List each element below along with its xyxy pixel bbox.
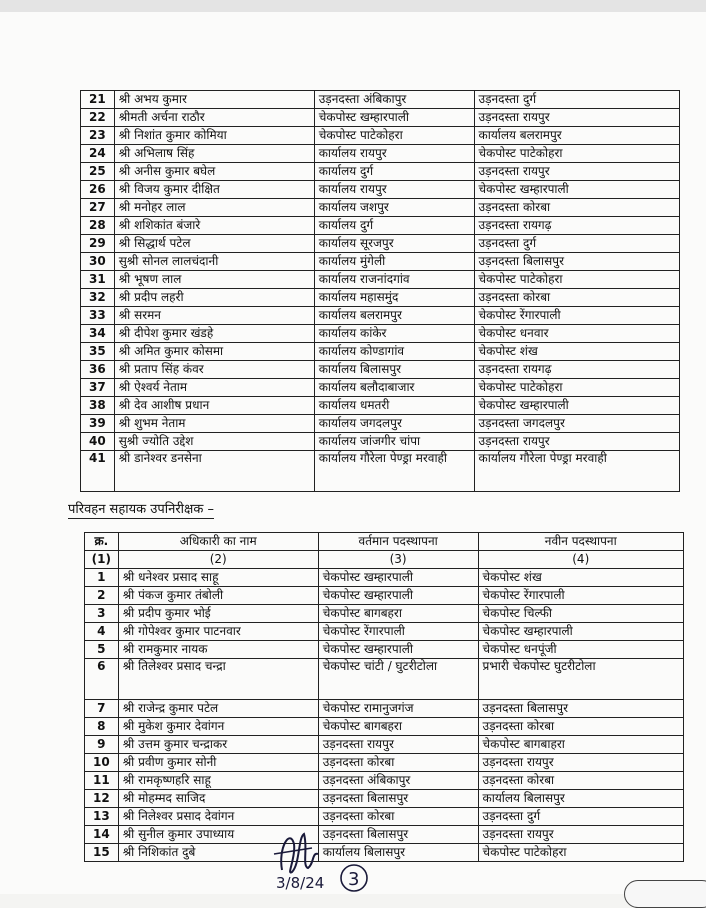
current-posting: कार्यालय महासमुंद [314, 289, 474, 307]
row-number: 12 [85, 790, 119, 808]
table-row [85, 844, 684, 862]
new-posting: चेकपोस्ट पाटेकोहरा [478, 844, 684, 862]
row-number: 15 [85, 844, 119, 862]
officer-name: श्री प्रदीप लहरी [114, 289, 314, 307]
officer-name: श्री तिलेश्वर प्रसाद चन्द्रा [118, 659, 318, 700]
row-number: 2 [85, 587, 119, 605]
officer-name: श्री गोपेश्वर कुमार पाटनवार [118, 623, 318, 641]
current-posting: कार्यालय गौरेला पेण्ड्रा मरवाही [314, 451, 474, 492]
table-row [81, 415, 680, 433]
new-posting: उड़नदस्ता कोरबा [474, 289, 680, 307]
table-row [81, 289, 680, 307]
row-number: 13 [85, 808, 119, 826]
officer-name: श्री अनीस कुमार बघेल [114, 163, 314, 181]
row-number: 8 [85, 718, 119, 736]
row-number: 38 [81, 397, 115, 415]
table-row [85, 587, 684, 605]
new-posting: चेकपोस्ट बागबाहरा [478, 736, 684, 754]
officer-name: श्री रामकृष्णहरि साहू [118, 772, 318, 790]
table-row [85, 605, 684, 623]
current-posting: कार्यालय धमतरी [314, 397, 474, 415]
officer-name: श्री प्रताप सिंह कंवर [114, 361, 314, 379]
current-posting: चेकपोस्ट रामानुजगंज [318, 700, 478, 718]
row-number: 29 [81, 235, 115, 253]
officer-name: श्री धनेश्वर प्रसाद साहू [118, 569, 318, 587]
row-number: 32 [81, 289, 115, 307]
signature-mark [268, 818, 378, 894]
officers-transfer-table-continued [80, 90, 680, 492]
new-posting: उड़नदस्ता रायपुर [474, 433, 680, 451]
current-posting: कार्यालय रायपुर [314, 181, 474, 199]
row-number: 37 [81, 379, 115, 397]
new-posting: प्रभारी चेकपोस्ट घुटरीटोला [478, 659, 684, 700]
officer-name: श्री डानेश्वर डनसेना [114, 451, 314, 492]
signature-date: 3/8/24 [276, 874, 325, 892]
officer-name: श्री उत्तम कुमार चन्द्राकर [118, 736, 318, 754]
row-number: 10 [85, 754, 119, 772]
officer-name: श्री दीपेश कुमार खंडहे [114, 325, 314, 343]
table-row [81, 325, 680, 343]
row-number: 40 [81, 433, 115, 451]
new-posting: उड़नदस्ता रायपुर [478, 826, 684, 844]
new-posting: चेकपोस्ट धनवार [474, 325, 680, 343]
officer-name: श्री मनोहर लाल [114, 199, 314, 217]
table-row [81, 217, 680, 235]
officer-name: श्री ऐश्वर्य नेताम [114, 379, 314, 397]
current-posting: चेकपोस्ट खम्हारपाली [314, 109, 474, 127]
row-number: 33 [81, 307, 115, 325]
officer-name: श्री सुनील कुमार उपाध्याय [118, 826, 318, 844]
current-posting: कार्यालय जशपुर [314, 199, 474, 217]
officer-name: श्री मुकेश कुमार देवांगन [118, 718, 318, 736]
new-posting: उड़नदस्ता कोरबा [478, 718, 684, 736]
current-posting: चेकपोस्ट खम्हारपाली [318, 587, 478, 605]
officer-name: श्री मोहम्मद साजिद [118, 790, 318, 808]
new-posting: कार्यालय बलरामपुर [474, 127, 680, 145]
officer-name: श्री भूषण लाल [114, 271, 314, 289]
table-row [85, 641, 684, 659]
current-posting: चेकपोस्ट पाटेकोहरा [314, 127, 474, 145]
new-posting: चेकपोस्ट रेंगारपाली [474, 307, 680, 325]
new-posting: चेकपोस्ट खम्हारपाली [478, 623, 684, 641]
new-posting: चेकपोस्ट पाटेकोहरा [474, 379, 680, 397]
officer-name: श्री सरमन [114, 307, 314, 325]
new-posting: चेकपोस्ट खम्हारपाली [474, 397, 680, 415]
new-posting: उड़नदस्ता बिलासपुर [478, 700, 684, 718]
table-row [85, 659, 684, 700]
new-posting: उड़नदस्ता जगदलपुर [474, 415, 680, 433]
new-posting: चेकपोस्ट पाटेकोहरा [474, 271, 680, 289]
current-posting: चेकपोस्ट खम्हारपाली [318, 569, 478, 587]
table-row [85, 623, 684, 641]
assistant-subinspector-table [84, 532, 684, 862]
new-posting: उड़नदस्ता दुर्ग [474, 235, 680, 253]
row-number: 9 [85, 736, 119, 754]
col-number-2: (2) [118, 551, 318, 569]
officer-name: श्री अमित कुमार कोसमा [114, 343, 314, 361]
new-posting: उड़नदस्ता कोरबा [478, 772, 684, 790]
current-posting: उड़नदस्ता अंबिकापुर [318, 772, 478, 790]
row-number: 36 [81, 361, 115, 379]
table-row [85, 826, 684, 844]
officer-name: श्री शशिकांत बंजारे [114, 217, 314, 235]
officer-name: श्रीमती अर्चना राठौर [114, 109, 314, 127]
table-row [85, 718, 684, 736]
section-title: परिवहन सहायक उपनिरीक्षक – [68, 502, 214, 517]
row-number: 41 [81, 451, 115, 492]
table-row [81, 361, 680, 379]
current-posting: चेकपोस्ट रेंगारपाली [318, 623, 478, 641]
col-number-3: (3) [318, 551, 478, 569]
col-number-4: (4) [478, 551, 684, 569]
table-row [81, 127, 680, 145]
new-posting: उड़नदस्ता रायगढ़ [474, 217, 680, 235]
current-posting: कार्यालय बिलासपुर [318, 844, 478, 862]
current-posting: उड़नदस्ता बिलासपुर [318, 826, 478, 844]
officer-name: श्री निलेश्वर प्रसाद देवांगन [118, 808, 318, 826]
new-posting: कार्यालय गौरेला पेण्ड्रा मरवाही [474, 451, 680, 492]
table-row [81, 199, 680, 217]
current-posting: कार्यालय कांकेर [314, 325, 474, 343]
current-posting: कार्यालय जगदलपुर [314, 415, 474, 433]
table-row [85, 808, 684, 826]
row-number: 1 [85, 569, 119, 587]
table-row [85, 569, 684, 587]
new-posting: चेकपोस्ट धनपूंजी [478, 641, 684, 659]
current-posting: उड़नदस्ता रायपुर [318, 736, 478, 754]
current-posting: उड़नदस्ता अंबिकापुर [314, 91, 474, 109]
page-number-mark: 3 [348, 869, 360, 890]
row-number: 21 [81, 91, 115, 109]
table-row [85, 754, 684, 772]
table-row [85, 700, 684, 718]
current-posting: कार्यालय कोण्डागांव [314, 343, 474, 361]
table-row [81, 91, 680, 109]
row-number: 31 [81, 271, 115, 289]
new-posting: उड़नदस्ता रायपुर [474, 109, 680, 127]
table-row [81, 307, 680, 325]
officer-name: सुश्री ज्योति उद्देश [114, 433, 314, 451]
new-posting: चेकपोस्ट रेंगारपाली [478, 587, 684, 605]
new-posting: चेकपोस्ट खम्हारपाली [474, 181, 680, 199]
new-posting: उड़नदस्ता रायपुर [474, 163, 680, 181]
officer-name: श्री निशांत कुमार कोमिया [114, 127, 314, 145]
row-number: 7 [85, 700, 119, 718]
new-posting: उड़नदस्ता दुर्ग [478, 808, 684, 826]
current-posting: कार्यालय दुर्ग [314, 163, 474, 181]
table-row [81, 433, 680, 451]
current-posting: चेकपोस्ट बागबहरा [318, 718, 478, 736]
table-row [81, 379, 680, 397]
header-name: अधिकारी का नाम [118, 533, 318, 551]
current-posting: कार्यालय जांजगीर चांपा [314, 433, 474, 451]
table-row [81, 253, 680, 271]
table-row [85, 772, 684, 790]
new-posting: उड़नदस्ता दुर्ग [474, 91, 680, 109]
officer-name: श्री प्रवीण कुमार सोनी [118, 754, 318, 772]
header-current-posting: वर्तमान पदस्थापना [318, 533, 478, 551]
current-posting: कार्यालय मुंगेली [314, 253, 474, 271]
officer-name: श्री प्रदीप कुमार भोई [118, 605, 318, 623]
header-no: क्र. [85, 533, 119, 551]
row-number: 4 [85, 623, 119, 641]
table-row [81, 343, 680, 361]
table-row [81, 397, 680, 415]
row-number: 28 [81, 217, 115, 235]
current-posting: कार्यालय रायपुर [314, 145, 474, 163]
officer-name: श्री रामकुमार नायक [118, 641, 318, 659]
current-posting: कार्यालय सूरजपुर [314, 235, 474, 253]
column-number-row [85, 551, 684, 569]
table-header-row [85, 533, 684, 551]
row-number: 22 [81, 109, 115, 127]
current-posting: उड़नदस्ता कोरबा [318, 754, 478, 772]
row-number: 30 [81, 253, 115, 271]
current-posting: कार्यालय बलरामपुर [314, 307, 474, 325]
new-posting: चेकपोस्ट शंख [474, 343, 680, 361]
new-posting: चेकपोस्ट चिल्फी [478, 605, 684, 623]
officer-name: सुश्री सोनल लालचंदानी [114, 253, 314, 271]
row-number: 26 [81, 181, 115, 199]
new-posting: उड़नदस्ता बिलासपुर [474, 253, 680, 271]
top-bar [0, 0, 706, 12]
current-posting: कार्यालय दुर्ग [314, 217, 474, 235]
new-posting: उड़नदस्ता रायपुर [478, 754, 684, 772]
row-number: 27 [81, 199, 115, 217]
corner-overlay-button[interactable] [624, 880, 706, 908]
officer-name: श्री अभय कुमार [114, 91, 314, 109]
row-number: 24 [81, 145, 115, 163]
new-posting: उड़नदस्ता रायगढ़ [474, 361, 680, 379]
col-number-1: (1) [85, 551, 119, 569]
new-posting: चेकपोस्ट पाटेकोहरा [474, 145, 680, 163]
table-row [85, 736, 684, 754]
row-number: 6 [85, 659, 119, 700]
table-row [81, 181, 680, 199]
officer-name: श्री निशिकांत दुबे [118, 844, 318, 862]
current-posting: उड़नदस्ता बिलासपुर [318, 790, 478, 808]
current-posting: चेकपोस्ट खम्हारपाली [318, 641, 478, 659]
row-number: 11 [85, 772, 119, 790]
current-posting: कार्यालय बलौदाबाजार [314, 379, 474, 397]
officer-name: श्री पंकज कुमार तंबोली [118, 587, 318, 605]
row-number: 14 [85, 826, 119, 844]
current-posting: चेकपोस्ट बागबहरा [318, 605, 478, 623]
table-row [81, 109, 680, 127]
new-posting: चेकपोस्ट शंख [478, 569, 684, 587]
row-number: 3 [85, 605, 119, 623]
table-row [81, 235, 680, 253]
header-new-posting: नवीन पदस्थापना [478, 533, 684, 551]
table-row [81, 163, 680, 181]
table-row [85, 790, 684, 808]
row-number: 5 [85, 641, 119, 659]
current-posting: चेकपोस्ट चांटी / घुटरीटोला [318, 659, 478, 700]
row-number: 34 [81, 325, 115, 343]
row-number: 39 [81, 415, 115, 433]
officer-name: श्री राजेन्द्र कुमार पटेल [118, 700, 318, 718]
officer-name: श्री सिद्धार्थ पटेल [114, 235, 314, 253]
row-number: 23 [81, 127, 115, 145]
row-number: 35 [81, 343, 115, 361]
row-number: 25 [81, 163, 115, 181]
current-posting: कार्यालय बिलासपुर [314, 361, 474, 379]
new-posting: उड़नदस्ता कोरबा [474, 199, 680, 217]
table-row [81, 451, 680, 492]
officer-name: श्री शुभम नेताम [114, 415, 314, 433]
current-posting: उड़नदस्ता कोरबा [318, 808, 478, 826]
officer-name: श्री देव आशीष प्रधान [114, 397, 314, 415]
current-posting: कार्यालय राजनांदगांव [314, 271, 474, 289]
new-posting: कार्यालय बिलासपुर [478, 790, 684, 808]
officer-name: श्री अभिलाष सिंह [114, 145, 314, 163]
officer-name: श्री विजय कुमार दीक्षित [114, 181, 314, 199]
table-row [81, 145, 680, 163]
table-row [81, 271, 680, 289]
